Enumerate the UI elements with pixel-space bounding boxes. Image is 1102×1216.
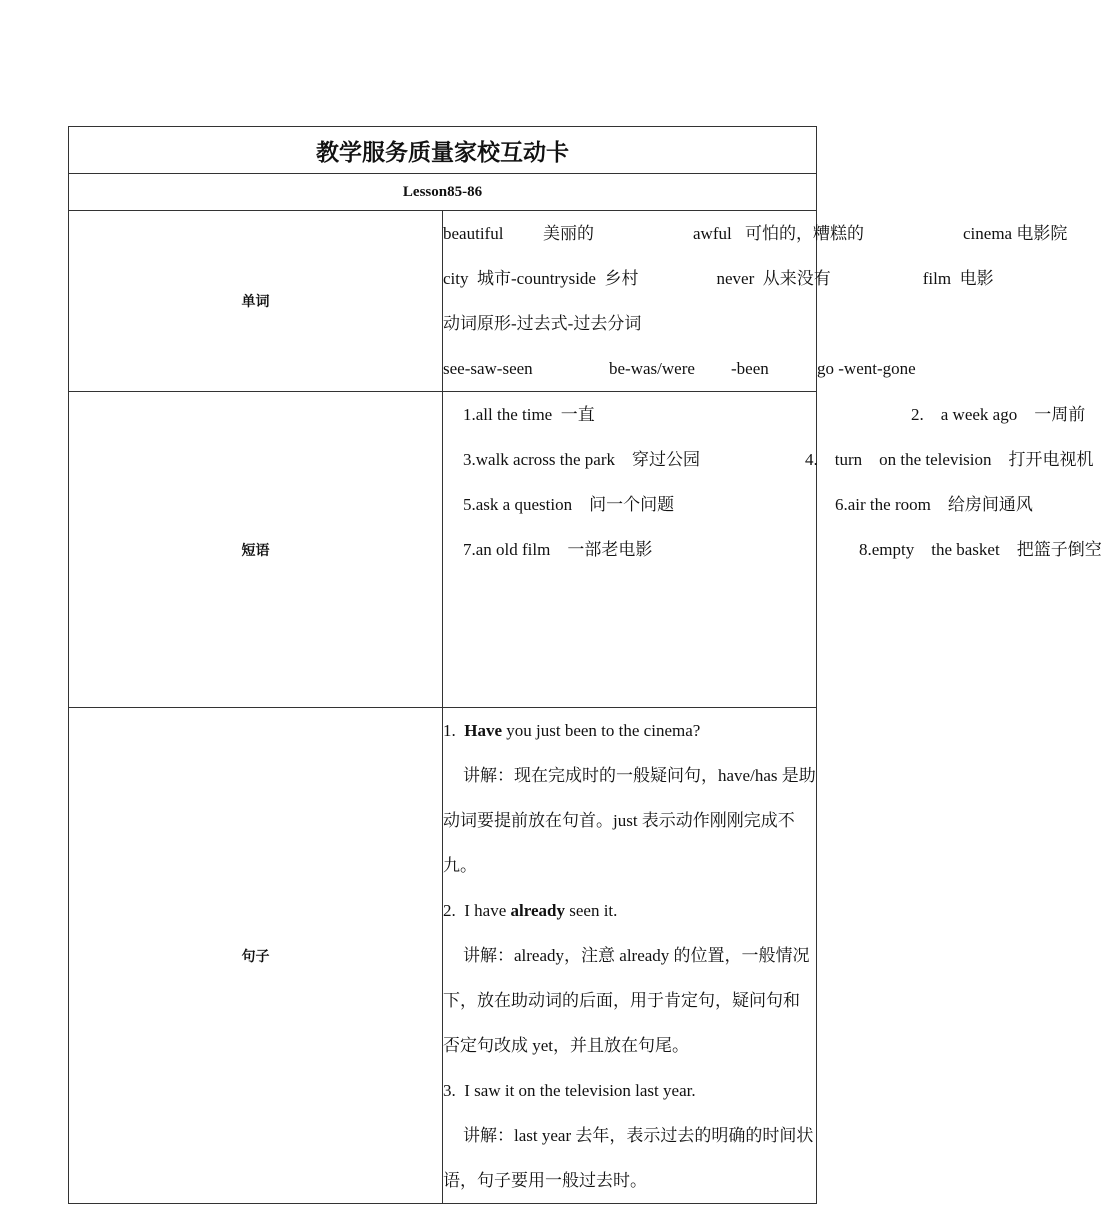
phrase-cn: 给房间通风 (947, 495, 1033, 514)
phrase-en: 5.ask a question (463, 495, 573, 514)
phrases-label: 短语 (69, 392, 443, 708)
sentence-number: 2. (443, 901, 456, 920)
phrase-en: 2. a week ago (911, 405, 1018, 424)
phrase-line-2 (443, 437, 1094, 482)
sentence-2-note: 讲解：already，注意 already 的位置，一般情况下，放在助动词的后面，用于肯定句，疑问句和否定句改成 yet，并且放在句尾。 (443, 946, 810, 1055)
vocab-row-2 (443, 256, 994, 301)
vocab-word: awful (693, 224, 732, 243)
sentence-text: I saw it on the television last year. (464, 1081, 696, 1100)
vocab-meaning: 电影院 (1016, 224, 1068, 243)
phrase-cn: 问一个问题 (589, 495, 675, 514)
vocab-meaning: 乡村 (604, 269, 639, 288)
sentence-keyword: Have (464, 721, 503, 740)
vocab-word: city (443, 269, 469, 288)
interaction-card (68, 126, 1102, 1204)
sentence-2 (443, 888, 816, 933)
sentence-text: seen it. (564, 901, 618, 920)
phrase-en: 1.all the time (463, 405, 553, 424)
vocab-word: beautiful (443, 224, 504, 243)
phrase-en: 3.walk across the park (463, 450, 616, 469)
phrase-en: 4. turn on the television (805, 450, 992, 469)
phrase-cn: 穿过公园 (632, 450, 701, 469)
verb-form: -been (731, 359, 769, 378)
phrase-cn: 一直 (560, 405, 595, 424)
sentence-1-note: 讲解：现在完成时的一般疑问句，have/has 是助动词要提前放在句首。just 表示动作刚刚完成不九。 (443, 766, 816, 875)
verb-form: see-saw-seen (443, 359, 533, 378)
vocab-meaning: 电影 (959, 269, 994, 288)
phrase-line-3 (443, 482, 1033, 527)
vocab-word: cinema (963, 224, 1013, 243)
sentences-label: 句子 (69, 708, 443, 1204)
phrase-line-4 (443, 527, 1102, 572)
sentence-number: 3. (443, 1081, 456, 1100)
phrase-en: 8.empty the basket (859, 540, 1000, 559)
sentence-text: I have (464, 901, 511, 920)
vocab-word: film (922, 269, 952, 288)
phrase-cn: 打开电视机 (1008, 450, 1094, 469)
card-title: 教学服务质量家校互动卡 (69, 127, 817, 174)
sentence-number: 1. (443, 721, 456, 740)
sentences-section (443, 708, 817, 1204)
phrase-cn: 把篮子倒空 (1016, 540, 1102, 559)
vocab-word: 城市-countryside (477, 269, 596, 288)
verb-forms-row (443, 346, 916, 391)
verb-form: go -went-gone (817, 359, 916, 378)
verb-form: be-was/were (609, 359, 695, 378)
phrase-en: 7.an old film (463, 540, 551, 559)
vocab-label: 单词 (69, 211, 443, 392)
vocab-meaning: 可怕的，糟糕的 (745, 224, 864, 243)
vocab-meaning: 从来没有 (762, 269, 831, 288)
vocab-meaning: 美丽的 (543, 224, 594, 243)
vocab-section (443, 211, 1068, 392)
phrases-section (443, 392, 1102, 708)
phrase-cn: 一部老电影 (567, 540, 653, 559)
phrase-cn: 一周前 (1034, 405, 1086, 424)
phrase-line-1 (443, 392, 1086, 437)
sentence-1 (443, 708, 816, 753)
sentence-3 (443, 1068, 816, 1113)
verb-forms-heading: 动词原形-过去式-过去分词 (443, 314, 642, 333)
vocab-row-1 (443, 211, 1068, 256)
sentence-3-note: 讲解：last year 去年，表示过去的明确的时间状语，句子要用一般过去时。 (443, 1126, 814, 1190)
lesson-heading: Lesson85-86 (69, 174, 817, 211)
sentence-text: you just been to the cinema? (502, 721, 701, 740)
phrase-en: 6.air the room (835, 495, 931, 514)
sentence-keyword: already (510, 901, 565, 920)
vocab-word: never (716, 269, 755, 288)
